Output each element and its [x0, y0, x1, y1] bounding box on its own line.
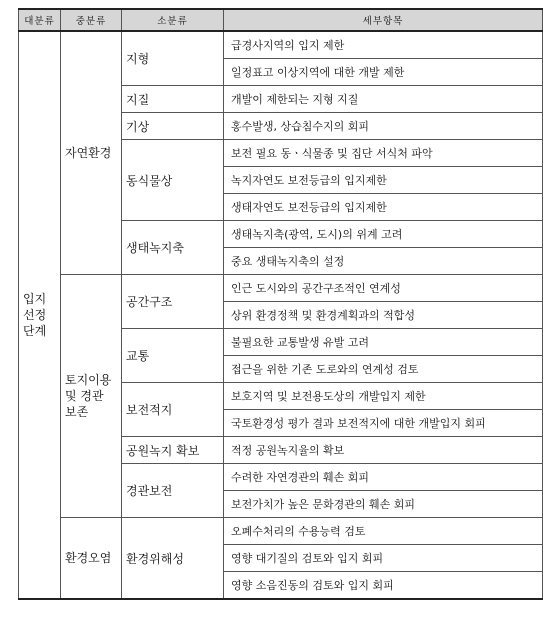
header-row	[19, 9, 543, 31]
table-row	[19, 31, 543, 59]
minor-category-cell: 공간구조	[122, 275, 224, 329]
header-detail: 세부항목	[224, 9, 543, 31]
detail-item-cell: 국토환경성 평가 결과 보전적지에 대한 개발입지 회피	[224, 410, 543, 437]
detail-item-cell: 불필요한 교통발생 유발 고려	[224, 329, 543, 356]
header-minor: 소분류	[122, 9, 224, 31]
minor-category-cell: 공원녹지 확보	[122, 437, 224, 464]
minor-category-cell: 지형	[122, 31, 224, 86]
major-category-cell: 입지 선정 단계	[19, 31, 61, 599]
detail-item-cell: 홍수발생, 상습침수지의 회피	[224, 113, 543, 140]
minor-category-cell: 교통	[122, 329, 224, 383]
detail-item-cell: 일정표고 이상지역에 대한 개발 제한	[224, 59, 543, 86]
minor-category-cell: 보전적지	[122, 383, 224, 437]
detail-item-cell: 상위 환경정책 및 환경계획과의 적합성	[224, 302, 543, 329]
detail-item-cell: 생태녹지축(광역, 도시)의 위계 고려	[224, 221, 543, 248]
detail-item-cell: 개발이 제한되는 지형 지질	[224, 86, 543, 113]
minor-category-cell: 생태녹지축	[122, 221, 224, 275]
detail-item-cell: 보호지역 및 보전용도상의 개발입지 제한	[224, 383, 543, 410]
detail-item-cell: 보전 필요 동ㆍ식물종 및 집단 서식처 파악	[224, 140, 543, 167]
minor-category-cell: 환경위해성	[122, 518, 224, 600]
classification-table	[18, 8, 543, 600]
detail-item-cell: 녹지자연도 보전등급의 입지제한	[224, 167, 543, 194]
detail-item-cell: 적정 공원녹지율의 확보	[224, 437, 543, 464]
middle-category-cell: 자연환경	[61, 31, 122, 275]
table-row	[19, 275, 543, 302]
detail-item-cell: 오폐수처리의 수용능력 검토	[224, 518, 543, 545]
middle-category-cell: 토지이용 및 경관 보존	[61, 275, 122, 518]
table-row	[19, 518, 543, 545]
detail-item-cell: 수려한 자연경관의 훼손 회피	[224, 464, 543, 491]
minor-category-cell: 지질	[122, 86, 224, 113]
detail-item-cell: 접근을 위한 기존 도로와의 연계성 검토	[224, 356, 543, 383]
minor-category-cell: 경관보전	[122, 464, 224, 518]
minor-category-cell: 동식물상	[122, 140, 224, 221]
detail-item-cell: 보전가치가 높은 문화경관의 훼손 회피	[224, 491, 543, 518]
detail-item-cell: 인근 도시와의 공간구조적인 연계성	[224, 275, 543, 302]
detail-item-cell: 중요 생태녹지축의 설정	[224, 248, 543, 275]
table-body	[19, 31, 543, 599]
middle-category-cell: 환경오염	[61, 518, 122, 600]
minor-category-cell: 기상	[122, 113, 224, 140]
header-major: 대분류	[19, 9, 61, 31]
detail-item-cell: 생태자연도 보전등급의 입지제한	[224, 194, 543, 221]
detail-item-cell: 영향 대기질의 검토와 입지 회피	[224, 545, 543, 572]
detail-item-cell: 영향 소음진동의 검토와 입지 회피	[224, 572, 543, 600]
detail-item-cell: 급경사지역의 입지 제한	[224, 31, 543, 59]
header-middle: 중분류	[61, 9, 122, 31]
